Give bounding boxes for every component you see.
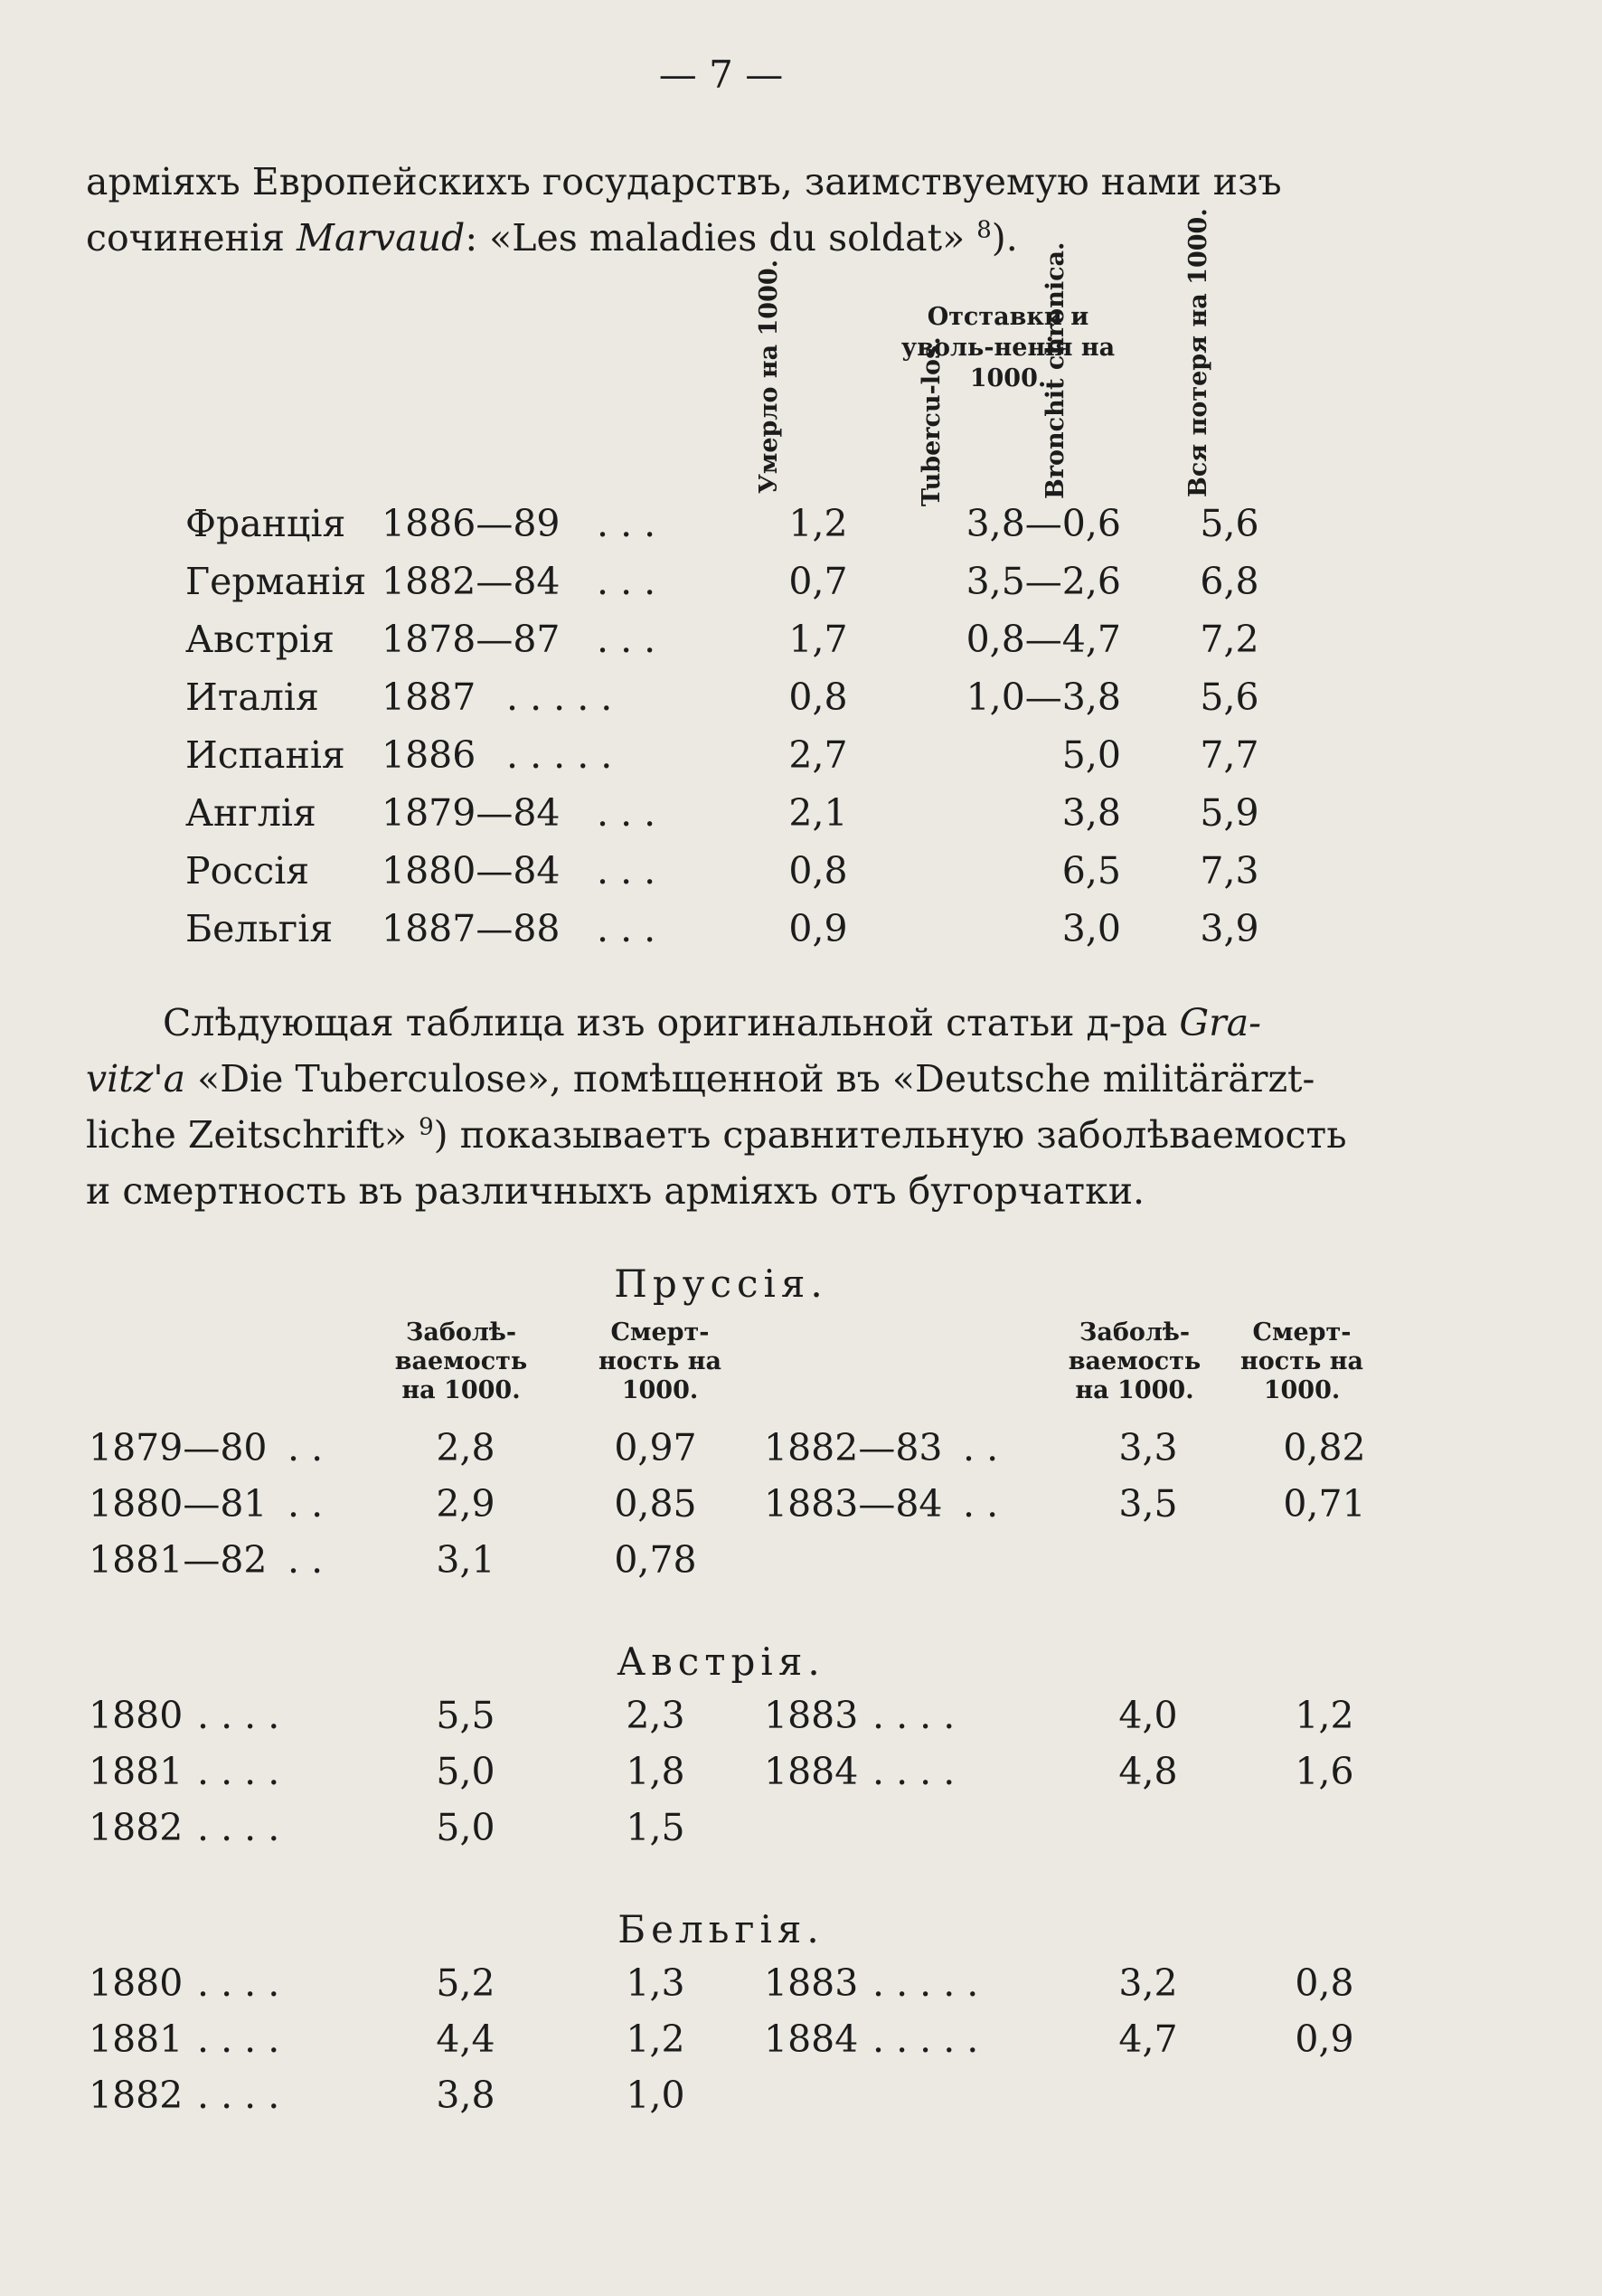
mortality-left: 0,78 [614, 1538, 697, 1582]
country-name: Испанія [185, 733, 345, 777]
intro-text: : «Les maladies du soldat» [465, 216, 977, 260]
para2-line-3 [86, 1107, 1388, 1163]
year-right: 1882—83 [764, 1426, 943, 1469]
leader-dots: . . . [597, 560, 656, 603]
year-right: 1884 [764, 2017, 859, 2061]
year-left: 1881—82 [89, 1538, 268, 1582]
leader-dots: . . . . [197, 1750, 280, 1793]
years: 1887—88 [382, 907, 561, 950]
header-bronchitis: Bronchit chronica. [1041, 241, 1070, 499]
morbidity-right: 3,2 [1118, 1961, 1178, 2005]
morbidity-right: 4,7 [1118, 2017, 1178, 2061]
year-right: 1883—84 [764, 1482, 943, 1526]
leader-dots: . . [287, 1426, 324, 1469]
tb-bronchitis-value: 3,8—0,6 [966, 502, 1121, 545]
tb-bronchitis-value: 3,8 [1061, 791, 1121, 835]
died-value: 1,2 [788, 502, 848, 545]
para2-line-4: и смертность въ различныхъ арміяхъ отъ бугорчатки. [86, 1169, 1145, 1213]
tb-bronchitis-value: 0,8—4,7 [966, 618, 1121, 661]
mortality-left: 1,2 [626, 2017, 685, 2061]
country-name: Франція [185, 502, 346, 545]
para2-line-1 [86, 995, 1388, 1051]
country-name: Россія [185, 849, 310, 893]
leader-dots: . . . . [197, 2074, 280, 2117]
total-loss-value: 7,2 [1200, 618, 1259, 661]
para2-text: Слѣдующая таблица изъ оригинальной статьи д-ра [163, 1001, 1180, 1044]
mortality-left: 1,3 [626, 1961, 685, 2005]
total-loss-value: 3,9 [1200, 907, 1259, 950]
leader-dots: . . . . [197, 1806, 280, 1849]
country-name: Англія [185, 791, 316, 835]
year-left: 1880—81 [89, 1482, 268, 1526]
section-title: Бельгія. [617, 1907, 825, 1951]
leader-dots: . . [963, 1426, 999, 1469]
years: 1887 [382, 676, 476, 719]
para2-text: «Die Tuberculose», помѣщенной въ «Deutsche militärärzt- [185, 1057, 1315, 1101]
leader-dots: . . . [597, 618, 656, 661]
mortality-right: 1,2 [1295, 1694, 1354, 1737]
page-number: — 7 — [658, 52, 784, 97]
tb-bronchitis-value: 3,0 [1061, 907, 1121, 950]
header-mortality-left: Смерт-ность на 1000. [598, 1318, 721, 1404]
header-morbidity-right: Заболѣ-ваемость на 1000. [1068, 1318, 1202, 1404]
leader-dots: . . . . [197, 2017, 280, 2061]
para2-line-2 [86, 1051, 1388, 1107]
morbidity-left: 3,1 [436, 1538, 495, 1582]
tb-bronchitis-value: 5,0 [1061, 733, 1121, 777]
country-name: Италія [185, 676, 319, 719]
author-marvaud: Marvaud [297, 216, 466, 260]
leader-dots: . . [287, 1482, 324, 1526]
header-mortality-right: Смерт-ность на 1000. [1240, 1318, 1363, 1404]
footnote-ref: 9 [419, 1113, 434, 1141]
header-dismissals: Отставки и уволь-ненія на 1000. [900, 303, 1116, 392]
mortality-left: 1,0 [626, 2074, 685, 2117]
mortality-right: 0,9 [1295, 2017, 1354, 2061]
leader-dots: . . . [597, 502, 656, 545]
author-gravitz: vitz'a [86, 1057, 186, 1101]
years: 1880—84 [382, 849, 561, 893]
tb-bronchitis-value: 1,0—3,8 [966, 676, 1121, 719]
morbidity-left: 3,8 [436, 2074, 495, 2117]
years: 1879—84 [382, 791, 561, 835]
mortality-left: 0,97 [614, 1426, 697, 1469]
years: 1878—87 [382, 618, 561, 661]
country-name: Австрія [185, 618, 335, 661]
year-left: 1882 [89, 1806, 184, 1849]
section-title: Австрія. [617, 1639, 825, 1684]
mortality-left: 2,3 [626, 1694, 685, 1737]
died-value: 0,8 [788, 849, 848, 893]
total-loss-value: 5,6 [1200, 502, 1259, 545]
years: 1882—84 [382, 560, 561, 603]
year-left: 1881 [89, 2017, 184, 2061]
para2-text: liche Zeitschrift» [86, 1113, 419, 1157]
mortality-right: 0,8 [1295, 1961, 1354, 2005]
leader-dots: . . . . . [872, 1961, 979, 2005]
leader-dots: . . . . [872, 1694, 956, 1737]
mortality-left: 0,85 [614, 1482, 697, 1526]
morbidity-right: 3,5 [1118, 1482, 1178, 1526]
total-loss-value: 7,7 [1200, 733, 1259, 777]
country-name: Германія [185, 560, 367, 603]
intro-text: сочиненія [86, 216, 297, 260]
paragraph-2 [86, 995, 1388, 1219]
year-left: 1881 [89, 1750, 184, 1793]
died-value: 0,8 [788, 676, 848, 719]
leader-dots: . . . . . [506, 676, 613, 719]
morbidity-left: 4,4 [436, 2017, 495, 2061]
morbidity-right: 4,0 [1118, 1694, 1178, 1737]
year-left: 1882 [89, 2074, 184, 2117]
years: 1886—89 [382, 502, 561, 545]
leader-dots: . . . . . [872, 2017, 979, 2061]
leader-dots: . . . [597, 849, 656, 893]
died-value: 2,1 [788, 791, 848, 835]
mortality-left: 1,8 [626, 1750, 685, 1793]
morbidity-right: 4,8 [1118, 1750, 1178, 1793]
leader-dots: . . . [597, 791, 656, 835]
died-value: 0,9 [788, 907, 848, 950]
morbidity-left: 5,2 [436, 1961, 495, 2005]
header-total-loss: Вся потеря на 1000. [1184, 208, 1212, 497]
para2-text: ) показываетъ сравнительную заболѣваемость [433, 1113, 1347, 1157]
morbidity-left: 5,0 [436, 1806, 495, 1849]
mortality-right: 0,82 [1283, 1426, 1366, 1469]
tb-bronchitis-value: 3,5—2,6 [966, 560, 1121, 603]
mortality-left: 1,5 [626, 1806, 685, 1849]
footnote-ref: 8 [976, 216, 992, 244]
mortality-right: 0,71 [1283, 1482, 1366, 1526]
leader-dots: . . . . [872, 1750, 956, 1793]
intro-text: ). [991, 216, 1018, 260]
morbidity-left: 5,0 [436, 1750, 495, 1793]
year-right: 1883 [764, 1694, 859, 1737]
leader-dots: . . [287, 1538, 324, 1582]
country-name: Бельгія [185, 907, 334, 950]
leader-dots: . . . [597, 907, 656, 950]
total-loss-value: 7,3 [1200, 849, 1259, 893]
header-died: Умерло на 1000. [755, 259, 783, 494]
year-left: 1879—80 [89, 1426, 268, 1469]
morbidity-left: 2,8 [436, 1426, 495, 1469]
section-title: Пруссія. [614, 1261, 828, 1306]
leader-dots: . . . . [197, 1961, 280, 2005]
died-value: 1,7 [788, 618, 848, 661]
year-left: 1880 [89, 1694, 184, 1737]
header-tuberculosis: Tubercu-los. [918, 336, 946, 506]
leader-dots: . . . . [197, 1694, 280, 1737]
header-morbidity-left: Заболѣ-ваемость на 1000. [394, 1318, 528, 1404]
died-value: 2,7 [788, 733, 848, 777]
year-left: 1880 [89, 1961, 184, 2005]
total-loss-value: 6,8 [1200, 560, 1259, 603]
morbidity-left: 2,9 [436, 1482, 495, 1526]
morbidity-left: 5,5 [436, 1694, 495, 1737]
leader-dots: . . . . . [506, 733, 613, 777]
total-loss-value: 5,6 [1200, 676, 1259, 719]
died-value: 0,7 [788, 560, 848, 603]
tb-bronchitis-value: 6,5 [1061, 849, 1121, 893]
years: 1886 [382, 733, 476, 777]
year-right: 1883 [764, 1961, 859, 2005]
total-loss-value: 5,9 [1200, 791, 1259, 835]
author-gravitz: Gra- [1179, 1001, 1261, 1044]
morbidity-right: 3,3 [1118, 1426, 1178, 1469]
leader-dots: . . [963, 1482, 999, 1526]
mortality-right: 1,6 [1295, 1750, 1354, 1793]
intro-line-1: арміяхъ Европейскихъ государствъ, заимствуемую нами изъ [86, 160, 1282, 203]
year-right: 1884 [764, 1750, 859, 1793]
